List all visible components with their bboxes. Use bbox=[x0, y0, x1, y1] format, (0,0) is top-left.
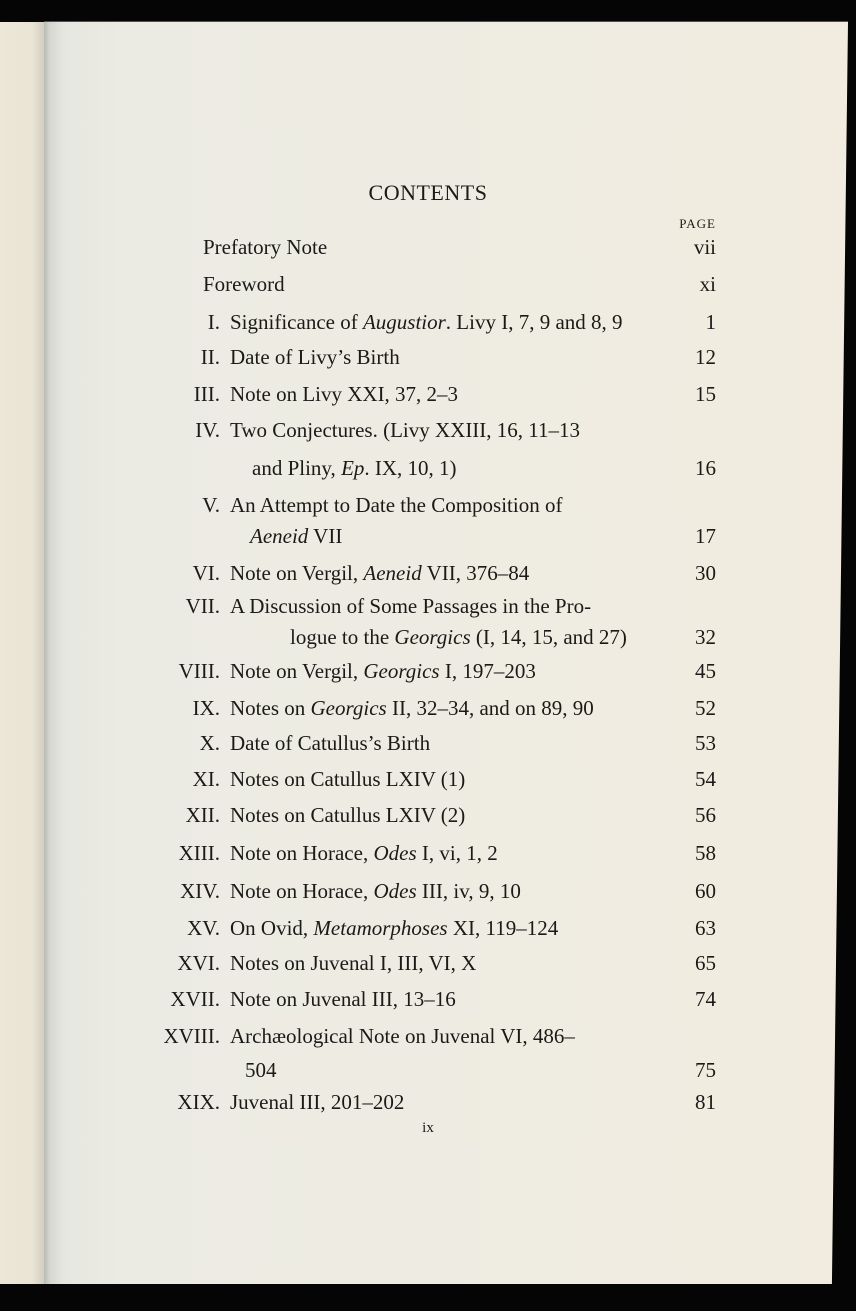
entry-page: 65 bbox=[695, 951, 716, 975]
entry-title bbox=[230, 984, 456, 1015]
entry-title bbox=[230, 379, 458, 410]
entry-title bbox=[230, 913, 558, 944]
chapter-numeral: IV. bbox=[195, 418, 220, 442]
title-segment: VII bbox=[308, 524, 343, 548]
entry-title bbox=[230, 764, 465, 795]
entry-page: 17 bbox=[695, 524, 716, 548]
title-segment: Note on Horace, bbox=[230, 879, 374, 903]
title-segment: Note on Vergil, bbox=[230, 659, 364, 683]
entry-page: 60 bbox=[695, 879, 716, 903]
title-segment: III, iv, 9, 10 bbox=[416, 879, 521, 903]
entry-page: 56 bbox=[695, 803, 716, 827]
entry-page: 16 bbox=[695, 456, 716, 480]
title-segment: Notes on Catullus LXIV (2) bbox=[230, 803, 466, 827]
title-segment: Note on Livy XXI, 37, 2–3 bbox=[230, 382, 459, 406]
entry-title bbox=[230, 558, 529, 589]
title-segment: logue to the bbox=[290, 625, 395, 649]
chapter-numeral: XIX. bbox=[177, 1090, 220, 1114]
title-segment: XI, 119–124 bbox=[447, 916, 559, 940]
chapter-numeral: XI. bbox=[192, 767, 220, 791]
facing-page-edge bbox=[0, 22, 46, 1284]
chapter-numeral: XII. bbox=[185, 803, 220, 827]
title-segment: On Ovid, bbox=[230, 916, 314, 940]
entry-title bbox=[230, 415, 580, 446]
title-segment: A Discussion of Some Passages in the Pro- bbox=[230, 594, 592, 618]
title-segment: Note on Horace, bbox=[230, 841, 374, 865]
italic-work-title: Metamorphoses bbox=[313, 916, 448, 940]
entry-title bbox=[230, 1087, 404, 1118]
title-segment: (I, 14, 15, and 27) bbox=[470, 625, 627, 649]
entry-title: Prefatory Note bbox=[203, 235, 328, 259]
italic-work-title: Odes bbox=[373, 841, 417, 865]
chapter-numeral: VII. bbox=[185, 594, 220, 618]
entry-page: 58 bbox=[695, 841, 716, 865]
entry-title bbox=[230, 591, 591, 622]
entry-page: 12 bbox=[695, 345, 716, 369]
italic-work-title: Georgics bbox=[394, 625, 471, 649]
entry-page: 45 bbox=[695, 659, 716, 683]
title-segment: . Livy I, 7, 9 and 8, 9 bbox=[445, 310, 623, 334]
entry-title-continuation bbox=[290, 622, 627, 653]
title-segment: An Attempt to Date the Composition of bbox=[230, 493, 563, 517]
chapter-numeral: I. bbox=[207, 310, 220, 334]
chapter-numeral: XVIII. bbox=[163, 1024, 220, 1048]
chapter-numeral: IX. bbox=[192, 696, 220, 720]
folio-page-number: ix bbox=[422, 1120, 434, 1136]
chapter-numeral: XIV. bbox=[180, 879, 220, 903]
title-segment: II, 32–34, and on 89, 90 bbox=[386, 696, 594, 720]
entry-page: 74 bbox=[695, 987, 716, 1011]
entry-page: 63 bbox=[695, 916, 716, 940]
title-segment: and Pliny, bbox=[252, 456, 342, 480]
chapter-numeral: XV. bbox=[187, 916, 220, 940]
entry-title bbox=[230, 693, 594, 724]
title-segment: Juvenal III, 201–202 bbox=[230, 1090, 405, 1114]
entry-title bbox=[230, 1021, 575, 1052]
chapter-numeral: X. bbox=[199, 731, 220, 755]
entry-title-continuation bbox=[250, 521, 342, 552]
entry-page: 1 bbox=[705, 310, 716, 334]
entry-title bbox=[230, 728, 430, 759]
book-page bbox=[44, 22, 848, 1284]
entry-title bbox=[230, 948, 476, 979]
chapter-numeral: II. bbox=[200, 345, 220, 369]
title-segment: I, vi, 1, 2 bbox=[416, 841, 498, 865]
entry-title: Foreword bbox=[203, 272, 285, 296]
title-segment: Note on Juvenal III, 13–16 bbox=[230, 987, 456, 1011]
title-segment: Notes on Catullus LXIV (1) bbox=[230, 767, 466, 791]
italic-work-title: Aeneid bbox=[363, 561, 422, 585]
title-segment: Archæological Note on Juvenal VI, 486– bbox=[230, 1024, 575, 1048]
title-segment: I, 197–203 bbox=[439, 659, 536, 683]
entry-title bbox=[230, 838, 498, 869]
title-segment: 504 bbox=[245, 1058, 277, 1082]
title-segment: Notes on bbox=[230, 696, 311, 720]
chapter-numeral: III. bbox=[193, 382, 220, 406]
entry-page: 75 bbox=[695, 1058, 716, 1082]
chapter-numeral: XIII. bbox=[178, 841, 220, 865]
entry-title bbox=[230, 800, 465, 831]
entry-page: 30 bbox=[695, 561, 716, 585]
chapter-numeral: VI. bbox=[192, 561, 220, 585]
contents-heading: CONTENTS bbox=[368, 180, 488, 205]
title-segment: VII, 376–84 bbox=[421, 561, 530, 585]
page-column-label: PAGE bbox=[679, 216, 716, 231]
entry-title-continuation bbox=[245, 1055, 277, 1086]
entry-page: 53 bbox=[695, 731, 716, 755]
chapter-numeral: XVI. bbox=[177, 951, 220, 975]
entry-title bbox=[230, 876, 521, 907]
entry-page: 15 bbox=[695, 382, 716, 406]
italic-work-title: Aeneid bbox=[250, 524, 309, 548]
entry-title bbox=[230, 656, 536, 687]
title-segment: Date of Livy’s Birth bbox=[230, 345, 400, 369]
title-segment: Note on Vergil, bbox=[230, 561, 364, 585]
entry-title-continuation bbox=[252, 453, 457, 484]
chapter-numeral: XVII. bbox=[170, 987, 220, 1011]
chapter-numeral: VIII. bbox=[178, 659, 220, 683]
italic-work-title: Georgics bbox=[363, 659, 440, 683]
title-segment: . IX, 10, 1) bbox=[364, 456, 457, 480]
entry-title bbox=[230, 307, 623, 338]
entry-title bbox=[230, 490, 562, 521]
italic-work-title: Odes bbox=[373, 879, 417, 903]
title-segment: Two Conjectures. (Livy XXIII, 16, 11–13 bbox=[230, 418, 581, 442]
entry-page: xi bbox=[699, 272, 716, 296]
title-segment: Significance of bbox=[230, 310, 363, 334]
title-segment: Date of Catullus’s Birth bbox=[230, 731, 431, 755]
italic-work-title: Augustior bbox=[362, 310, 446, 334]
entry-page: vii bbox=[693, 235, 716, 259]
entry-page: 52 bbox=[695, 696, 716, 720]
entry-page: 54 bbox=[695, 767, 716, 791]
entry-page: 81 bbox=[695, 1090, 716, 1114]
entry-title bbox=[230, 342, 400, 373]
entry-page: 32 bbox=[695, 625, 716, 649]
italic-work-title: Georgics bbox=[310, 696, 387, 720]
italic-work-title: Ep bbox=[341, 456, 365, 480]
title-segment: Notes on Juvenal I, III, VI, X bbox=[230, 951, 477, 975]
chapter-numeral: V. bbox=[202, 493, 220, 517]
